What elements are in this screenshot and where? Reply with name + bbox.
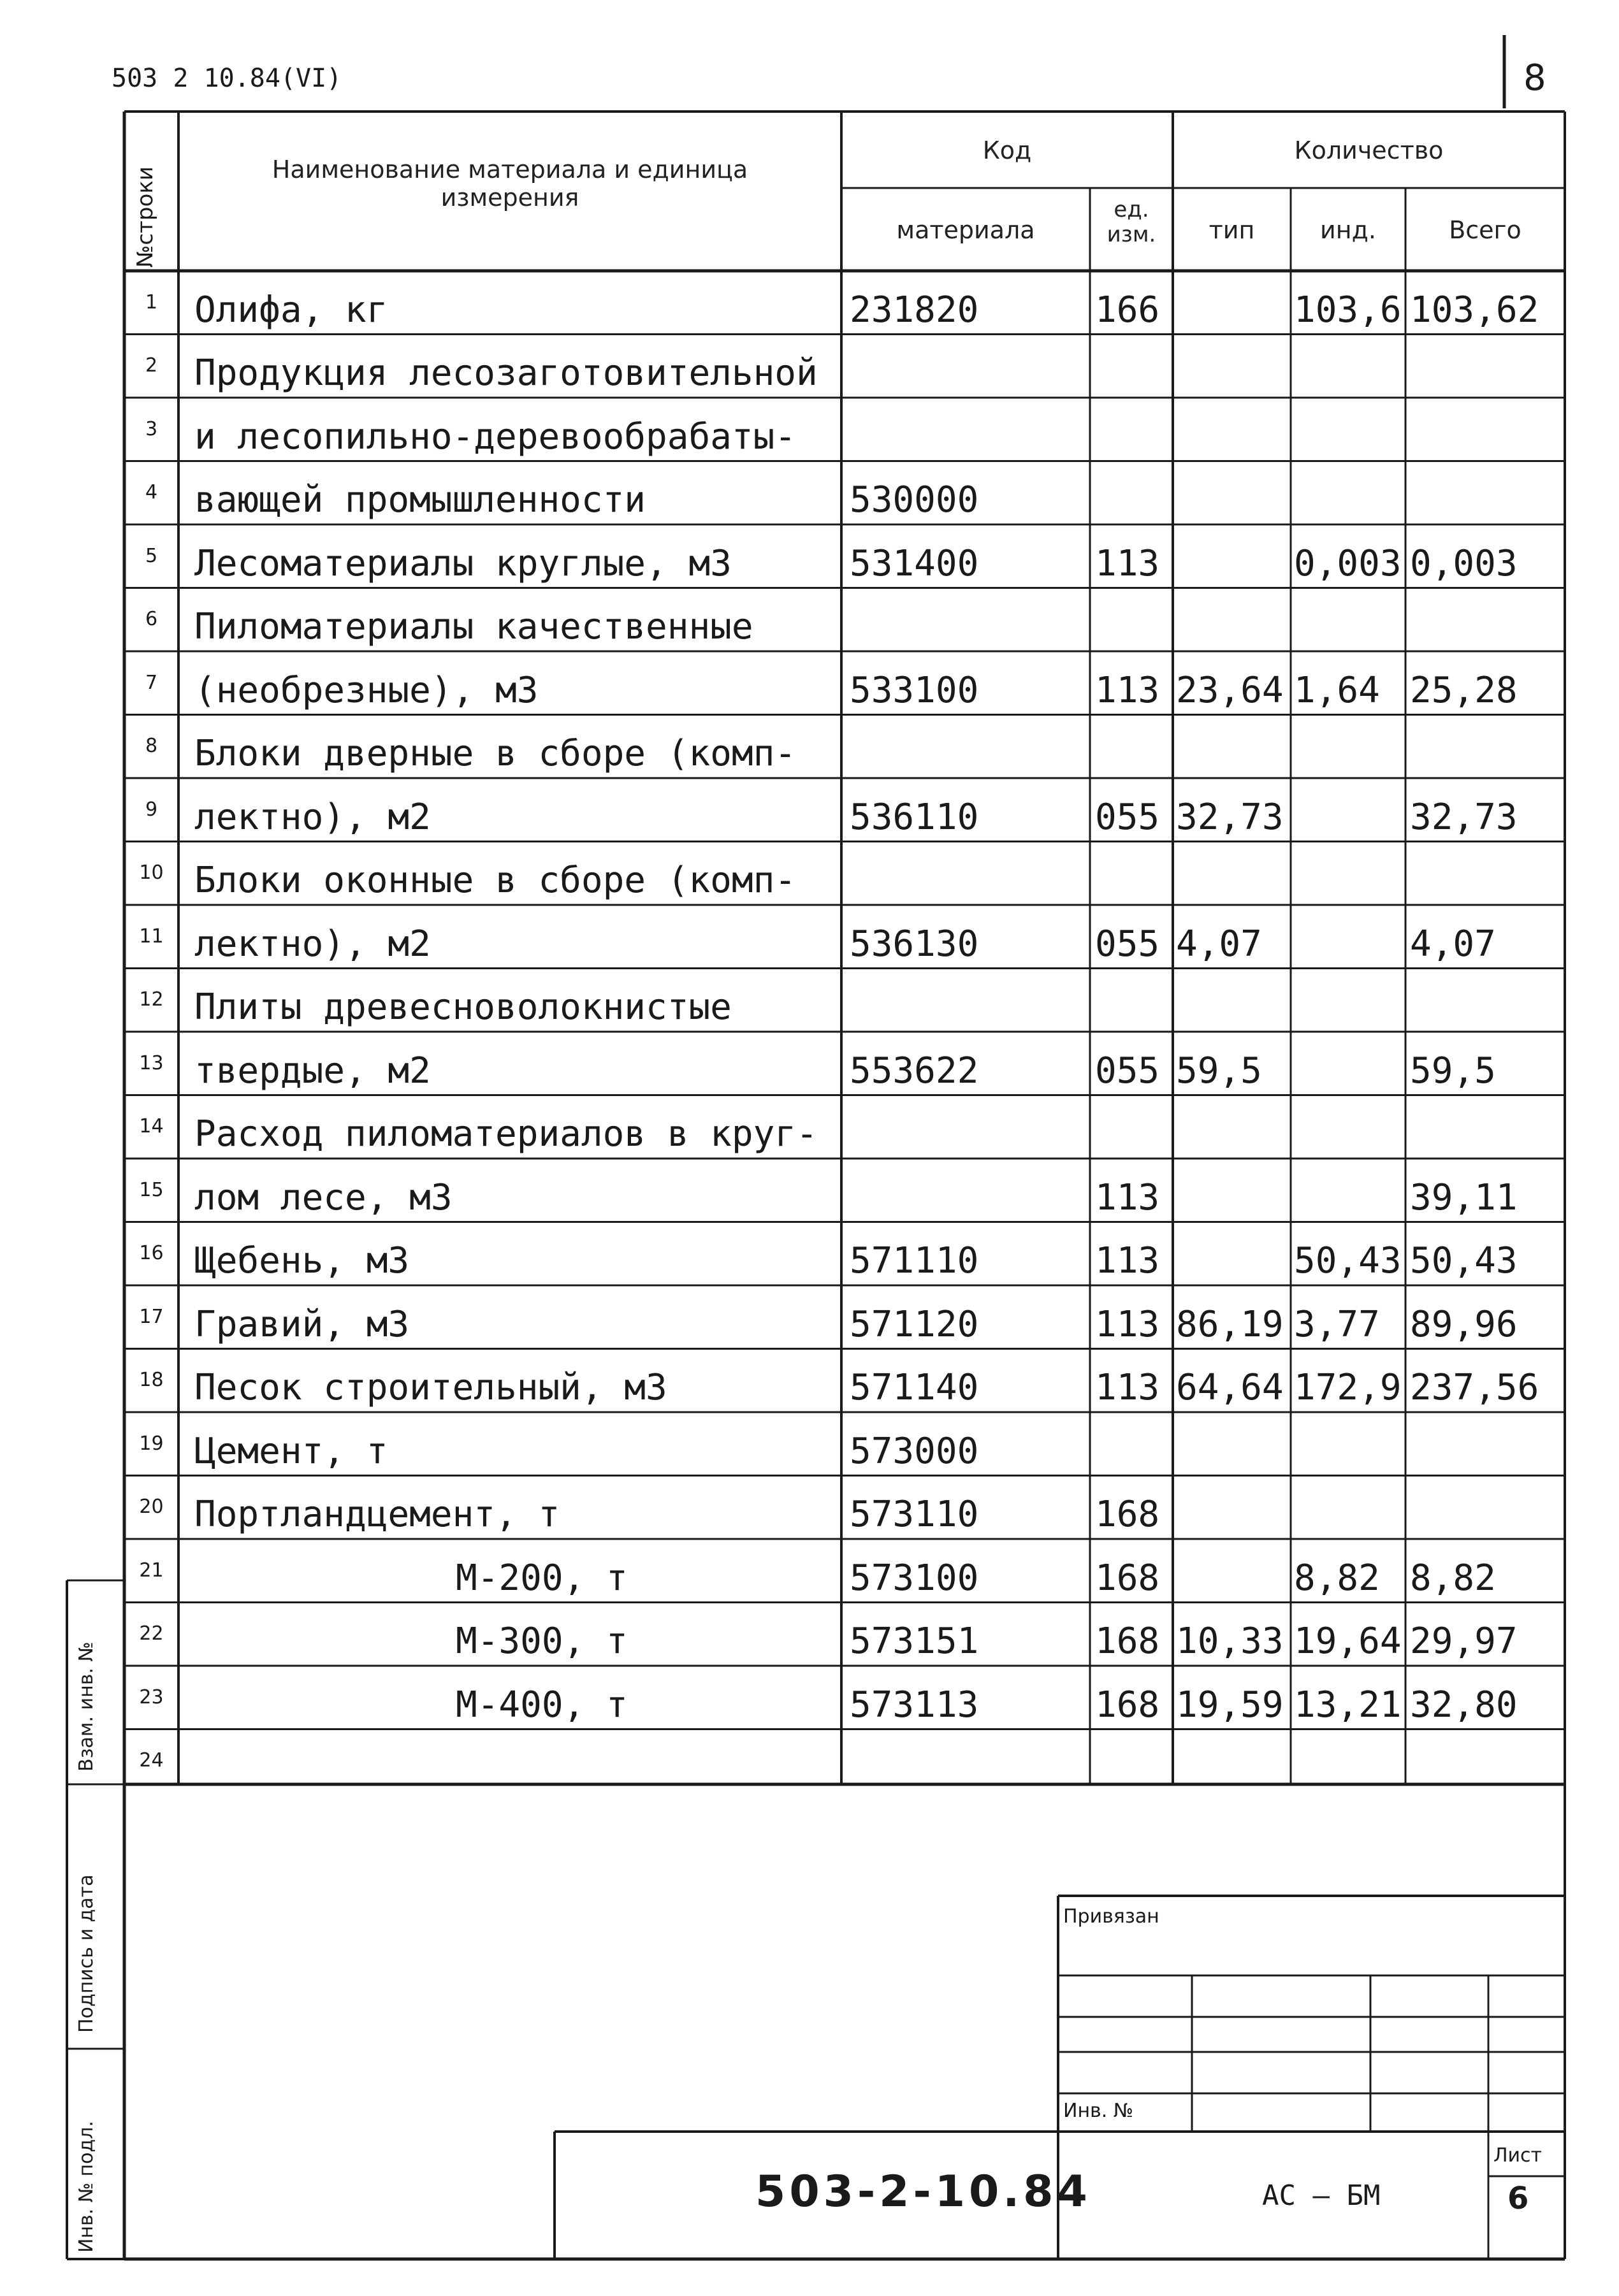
privyazan-label: Привязан [1063, 1905, 1159, 1928]
row-number: 13 [139, 1051, 164, 1074]
row-number: 21 [139, 1559, 164, 1582]
material-code: 536130 [850, 923, 979, 965]
section-code: АС – БМ [1262, 2179, 1381, 2212]
material-name: лектно), м2 [194, 796, 431, 838]
header-code-unit: ед. изм. [1107, 197, 1156, 248]
material-name: Щебень, м3 [194, 1240, 410, 1282]
qty-ind: 50,43 [1294, 1240, 1402, 1282]
header-qty-group: Количество [1294, 136, 1444, 164]
qty-total: 89,96 [1410, 1303, 1518, 1345]
qty-total: 50,43 [1410, 1240, 1518, 1282]
row-number: 23 [139, 1686, 164, 1708]
unit-code: 113 [1095, 1303, 1160, 1345]
qty-total: 25,28 [1410, 669, 1518, 711]
sheet-label: Лист [1493, 2144, 1543, 2167]
row-number: 4 [145, 481, 158, 504]
material-code: 573151 [850, 1621, 979, 1662]
material-code: 536110 [850, 796, 979, 838]
qty-ind: 172,9 [1294, 1367, 1402, 1408]
qty-total: 39,11 [1410, 1176, 1518, 1218]
row-number: 18 [139, 1369, 164, 1392]
qty-total: 29,97 [1410, 1621, 1518, 1662]
row-number: 1 [145, 291, 158, 314]
material-name: лом лесе, м3 [194, 1176, 453, 1218]
sheet-number: 6 [1507, 2181, 1529, 2216]
material-name: М-200, т [456, 1557, 628, 1599]
row-number: 17 [139, 1305, 164, 1328]
side-label-inv-podl: Инв. № подл. [75, 2121, 98, 2253]
qty-total: 103,62 [1410, 289, 1539, 331]
material-name: Гравий, м3 [194, 1303, 410, 1345]
qty-total: 32,80 [1410, 1684, 1518, 1726]
unit-code: 055 [1095, 796, 1160, 838]
material-name: Цемент, т [194, 1430, 388, 1472]
material-code: 571140 [850, 1367, 979, 1408]
unit-code: 113 [1095, 1176, 1160, 1218]
material-code: 573113 [850, 1684, 979, 1726]
header-qty-ind: инд. [1320, 216, 1376, 244]
qty-typ: 23,64 [1176, 669, 1284, 711]
row-number: 15 [139, 1178, 164, 1201]
row-number: 10 [139, 862, 164, 884]
unit-code: 055 [1095, 1050, 1160, 1092]
material-name: Расход пиломатериалов в круг- [194, 1113, 818, 1155]
material-name: твердые, м2 [194, 1050, 431, 1092]
doc-code: 503-2-10.84 [755, 2167, 1091, 2217]
qty-ind: 13,21 [1294, 1684, 1402, 1726]
material-name: Плиты древесноволокнистые [194, 986, 732, 1028]
unit-code: 168 [1095, 1557, 1160, 1599]
unit-code: 168 [1095, 1494, 1160, 1535]
material-name: Блоки оконные в сборе (комп- [194, 860, 797, 901]
row-number: 14 [139, 1115, 164, 1138]
qty-typ: 64,64 [1176, 1367, 1284, 1408]
inv-no-label: Инв. № [1063, 2100, 1134, 2122]
material-name: Пиломатериалы качественные [194, 606, 753, 647]
material-code: 553622 [850, 1050, 979, 1092]
unit-code: 168 [1095, 1684, 1160, 1726]
unit-code: 113 [1095, 669, 1160, 711]
row-number: 8 [145, 735, 158, 758]
header-row-no: №строки [133, 166, 158, 268]
qty-ind: 1,64 [1294, 669, 1380, 711]
unit-code: 168 [1095, 1621, 1160, 1662]
page-number: 8 [1523, 57, 1546, 99]
row-number: 16 [139, 1242, 164, 1265]
qty-typ: 10,33 [1176, 1621, 1284, 1662]
material-name: Олифа, кг [194, 289, 388, 331]
material-code: 530000 [850, 479, 979, 521]
unit-code: 113 [1095, 542, 1160, 584]
row-number: 11 [139, 925, 164, 948]
qty-typ: 32,73 [1176, 796, 1284, 838]
doc-ref: 503 2 10.84(VI) [112, 64, 342, 93]
material-name: М-400, т [456, 1684, 628, 1726]
row-number: 19 [139, 1432, 164, 1455]
qty-typ: 59,5 [1176, 1050, 1262, 1092]
row-number: 20 [139, 1496, 164, 1519]
material-code: 573000 [850, 1430, 979, 1472]
qty-total: 59,5 [1410, 1050, 1496, 1092]
row-number: 6 [145, 608, 158, 631]
qty-ind: 8,82 [1294, 1557, 1380, 1599]
row-number: 5 [145, 544, 158, 567]
header-qty-total: Всего [1449, 216, 1521, 244]
side-label-vzam: Взам. инв. № [75, 1642, 98, 1772]
material-name: вающей промышленности [194, 479, 646, 521]
row-number: 9 [145, 798, 158, 821]
material-code: 573100 [850, 1557, 979, 1599]
qty-total: 32,73 [1410, 796, 1518, 838]
unit-code: 113 [1095, 1367, 1160, 1408]
qty-ind: 3,77 [1294, 1303, 1380, 1345]
row-number: 24 [139, 1749, 164, 1772]
row-number: 22 [139, 1622, 164, 1645]
qty-total: 4,07 [1410, 923, 1496, 965]
material-code: 531400 [850, 542, 979, 584]
header-qty-typ: тип [1209, 216, 1255, 244]
row-number: 2 [145, 354, 158, 377]
qty-total: 8,82 [1410, 1557, 1496, 1599]
unit-code: 055 [1095, 923, 1160, 965]
material-code: 571110 [850, 1240, 979, 1282]
unit-code: 113 [1095, 1240, 1160, 1282]
material-code: 231820 [850, 289, 979, 331]
side-label-podpis: Подпись и дата [75, 1874, 98, 2033]
material-name: Лесоматериалы круглые, м3 [194, 542, 732, 584]
material-code: 571120 [850, 1303, 979, 1345]
qty-typ: 86,19 [1176, 1303, 1284, 1345]
qty-typ: 4,07 [1176, 923, 1262, 965]
material-name: Песок строительный, м3 [194, 1367, 667, 1408]
unit-code: 166 [1095, 289, 1160, 331]
header-name: Наименование материала и единица измерения [272, 155, 748, 212]
qty-ind: 19,64 [1294, 1621, 1402, 1662]
header-code-material: материала [896, 216, 1035, 244]
material-name: Продукция лесозаготовительной [194, 352, 818, 394]
qty-total: 237,56 [1410, 1367, 1539, 1408]
material-code: 573110 [850, 1494, 979, 1535]
qty-ind: 103,6 [1294, 289, 1402, 331]
material-name: и лесопильно-деревообрабаты- [194, 415, 797, 458]
row-number: 3 [145, 417, 158, 440]
material-name: (необрезные), м3 [194, 669, 539, 711]
row-number: 7 [145, 671, 158, 694]
material-name: М-300, т [456, 1621, 628, 1662]
qty-total: 0,003 [1410, 542, 1518, 584]
material-name: лектно), м2 [194, 923, 431, 965]
material-name: Блоки дверные в сборе (комп- [194, 733, 797, 774]
material-code: 533100 [850, 669, 979, 711]
row-number: 12 [139, 988, 164, 1011]
material-name: Портландцемент, т [194, 1494, 560, 1535]
header-code-group: Код [982, 136, 1032, 164]
qty-typ: 19,59 [1176, 1684, 1284, 1726]
qty-ind: 0,003 [1294, 542, 1402, 584]
